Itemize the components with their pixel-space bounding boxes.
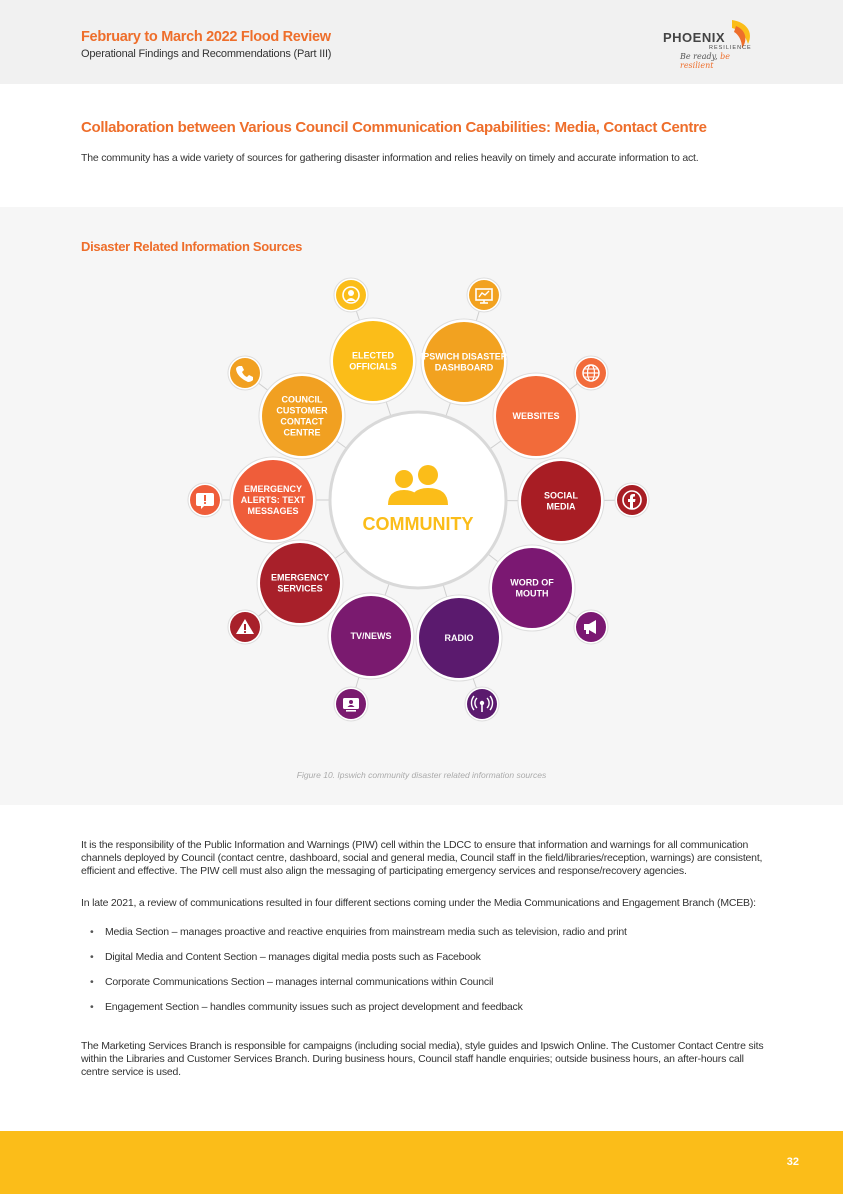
paragraph-marketing: The Marketing Services Branch is responsible for campaigns (including social media), style guides and Ipswich Online. The Customer Contact Centre sits within the Libraries and Customer Services Branch. During business hours, Council staff handle enquiries; outside business hours, an after-hours call centre service is used. [81,1040,764,1078]
community-label: COMMUNITY [362,514,474,534]
section-title: Collaboration between Various Council Communication Capabilities: Media, Contact Centre [81,119,707,136]
logo-tagline-b: be resilient [680,52,731,70]
phone-icon [228,356,262,390]
node-websites [493,373,579,459]
person-icon [334,278,368,312]
node-emergency-services [257,540,343,626]
node-radio [416,595,502,681]
page-footer [0,1131,843,1194]
figure-panel [0,207,843,805]
report-title: February to March 2022 Flood Review [81,29,331,45]
node-label: CONTACT [280,416,324,427]
list-item: • Media Section – manages proactive and reactive enquiries from mainstream media such as television, radio and print [90,926,750,951]
node-label: COUNCIL [281,394,323,405]
node-label: WORD OF [510,577,554,588]
node-label: CENTRE [283,427,321,438]
section-list [90,926,750,1026]
logo-resilience: RESILIENCE [709,45,752,51]
node-label: MESSAGES [247,506,299,516]
node-label: IPSWICH DISASTER [420,351,508,362]
node-label: WEBSITES [512,411,560,421]
page-number: 32 [786,1156,799,1168]
node-council-customer-contact-centre [259,373,345,459]
node-label: CUSTOMER [276,405,328,416]
figure-heading: Disaster Related Information Sources [81,239,303,254]
node-label: ELECTED [351,350,395,361]
node-social-media [518,458,604,544]
tv-icon [334,687,368,721]
node-label: RADIO [444,633,474,643]
figure-caption: Figure 10. Ipswich community disaster related information sources [296,770,547,780]
facebook-icon [615,483,649,517]
logo-tagline [680,52,760,70]
node-tv-news [328,593,414,679]
section-intro: The community has a wide variety of sources for gathering disaster information and relies heavily on timely and accurate information to act. [81,152,699,164]
node-label: ALERTS: TEXT [240,495,306,505]
node-elected-officials [330,318,416,404]
warning-icon [228,610,262,644]
node-ipswich-disaster-dashboard [421,319,508,405]
page-header [0,0,843,84]
megaphone-icon [574,610,608,644]
node-label: SERVICES [277,583,323,594]
phoenix-logo [660,16,760,70]
node-label: EMERGENCY [270,572,330,583]
node-label: TV/NEWS [350,631,392,641]
list-item: • Engagement Section – handles community issues such as project development and feedback [90,1001,750,1026]
list-item: • Digital Media and Content Section – manages digital media posts such as Facebook [90,951,750,976]
information-sources-diagram [0,207,843,767]
node-label: MEDIA [546,501,576,512]
paragraph-piw: It is the responsibility of the Public Information and Warnings (PIW) cell within the LDCC to ensure that information and warnings for all communication channels deployed by Council (contact centre, dashboard, social and general media, Council staff in the field/libraries/reception, warnings) are consistent, efficient and effective. The PIW cell must also align the messaging of participating emergency services and response/recovery agencies. [81,839,763,877]
node-label: SOCIAL [543,490,579,501]
dashboard-icon [467,278,501,312]
logo-tagline-a: Be ready, [680,52,721,61]
node-word-of-mouth [489,545,575,631]
broadcast-icon [465,687,499,721]
alert-message-icon [188,483,222,517]
node-emergency-alerts [230,457,316,543]
paragraph-review: In late 2021, a review of communications resulted in four different sections coming under the Media Communications and Engagement Branch (MCEB): [81,897,756,909]
list-item: • Corporate Communications Section – manages internal communications within Council [90,976,750,1001]
node-label: OFFICIALS [349,361,397,372]
report-subtitle: Operational Findings and Recommendations (Part III) [81,48,332,60]
node-label: MOUTH [515,588,549,599]
logo-wordmark: PHOENIX [663,30,726,45]
globe-icon [574,356,608,390]
node-label: EMERGENCY [243,484,303,494]
node-label: DASHBOARD [434,362,494,373]
